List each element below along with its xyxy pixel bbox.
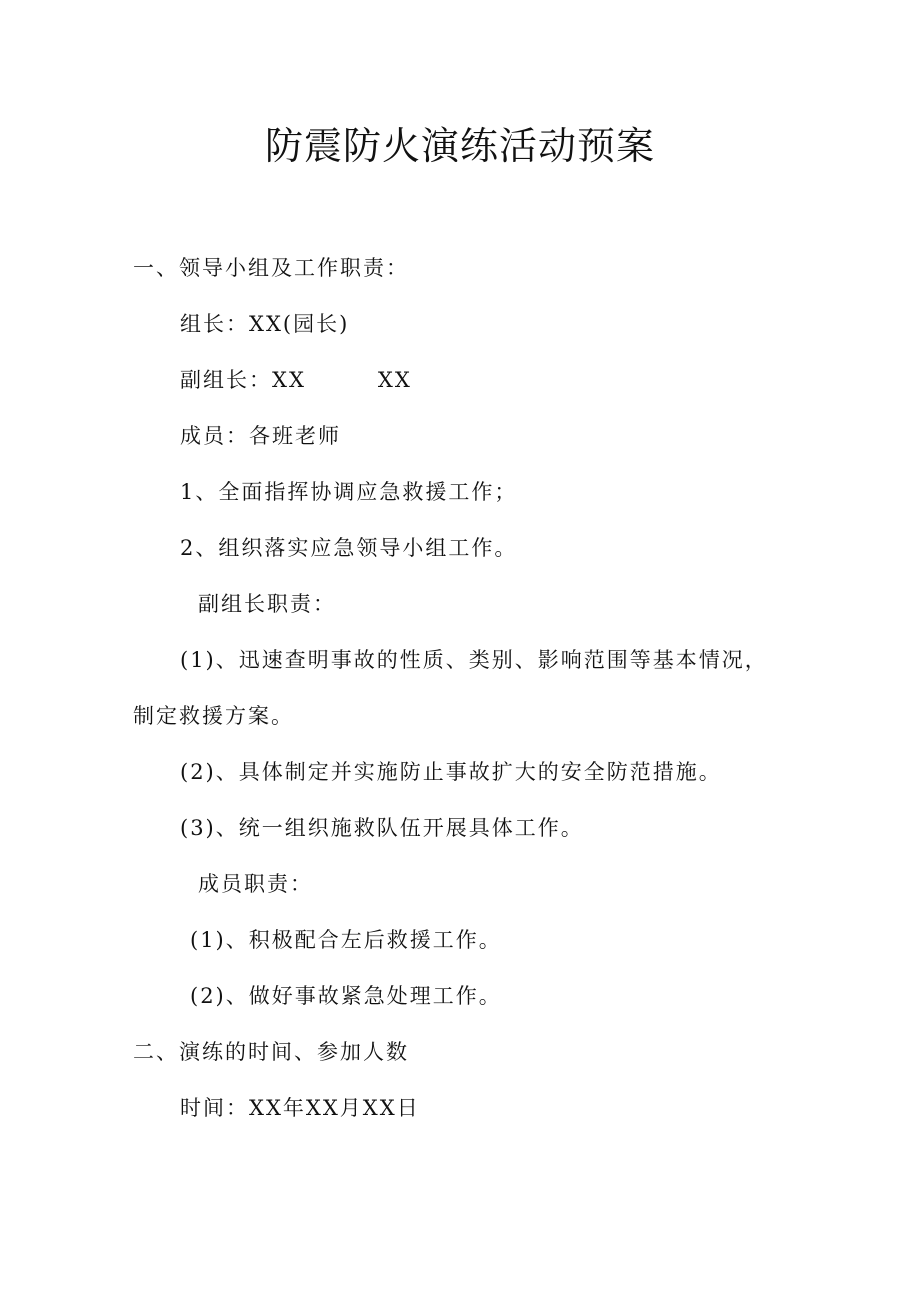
leader-duty-2: 2、组织落实应急领导小组工作。 [180,536,518,560]
member-duties-heading: 成员职责： [198,872,313,896]
member-duty-1: (1)、积极配合左后救援工作。 [190,928,502,952]
deputy-duty-2: (2)、具体制定并实施防止事故扩大的安全防范措施。 [180,760,722,784]
deputy-duty-1-line-2: 制定救援方案。 [133,704,294,728]
deputy-duty-1-line-1: (1)、迅速查明事故的性质、类别、影响范围等基本情况， [180,648,768,672]
deputy-leader-second: XX [377,368,412,392]
section-2-heading: 二、演练的时间、参加人数 [133,1040,409,1064]
section-1-heading: 一、领导小组及工作职责： [133,256,409,280]
leader-duty-1: 1、全面指挥协调应急救援工作； [180,480,518,504]
deputy-leader-line [180,365,412,395]
document-title: 防震防火演练活动预案 [264,124,655,168]
member-duty-2: (2)、做好事故紧急处理工作。 [190,984,502,1008]
deputy-leader-first: 副组长：XX [180,368,306,392]
deputy-duty-3: (3)、统一组织施救队伍开展具体工作。 [180,816,584,840]
deputy-duties-heading: 副组长职责： [198,592,336,616]
leader-line: 组长：XX(园长) [180,312,350,336]
members-line: 成员：各班老师 [180,424,341,448]
drill-time-line: 时间：XX年XX月XX日 [180,1096,420,1120]
